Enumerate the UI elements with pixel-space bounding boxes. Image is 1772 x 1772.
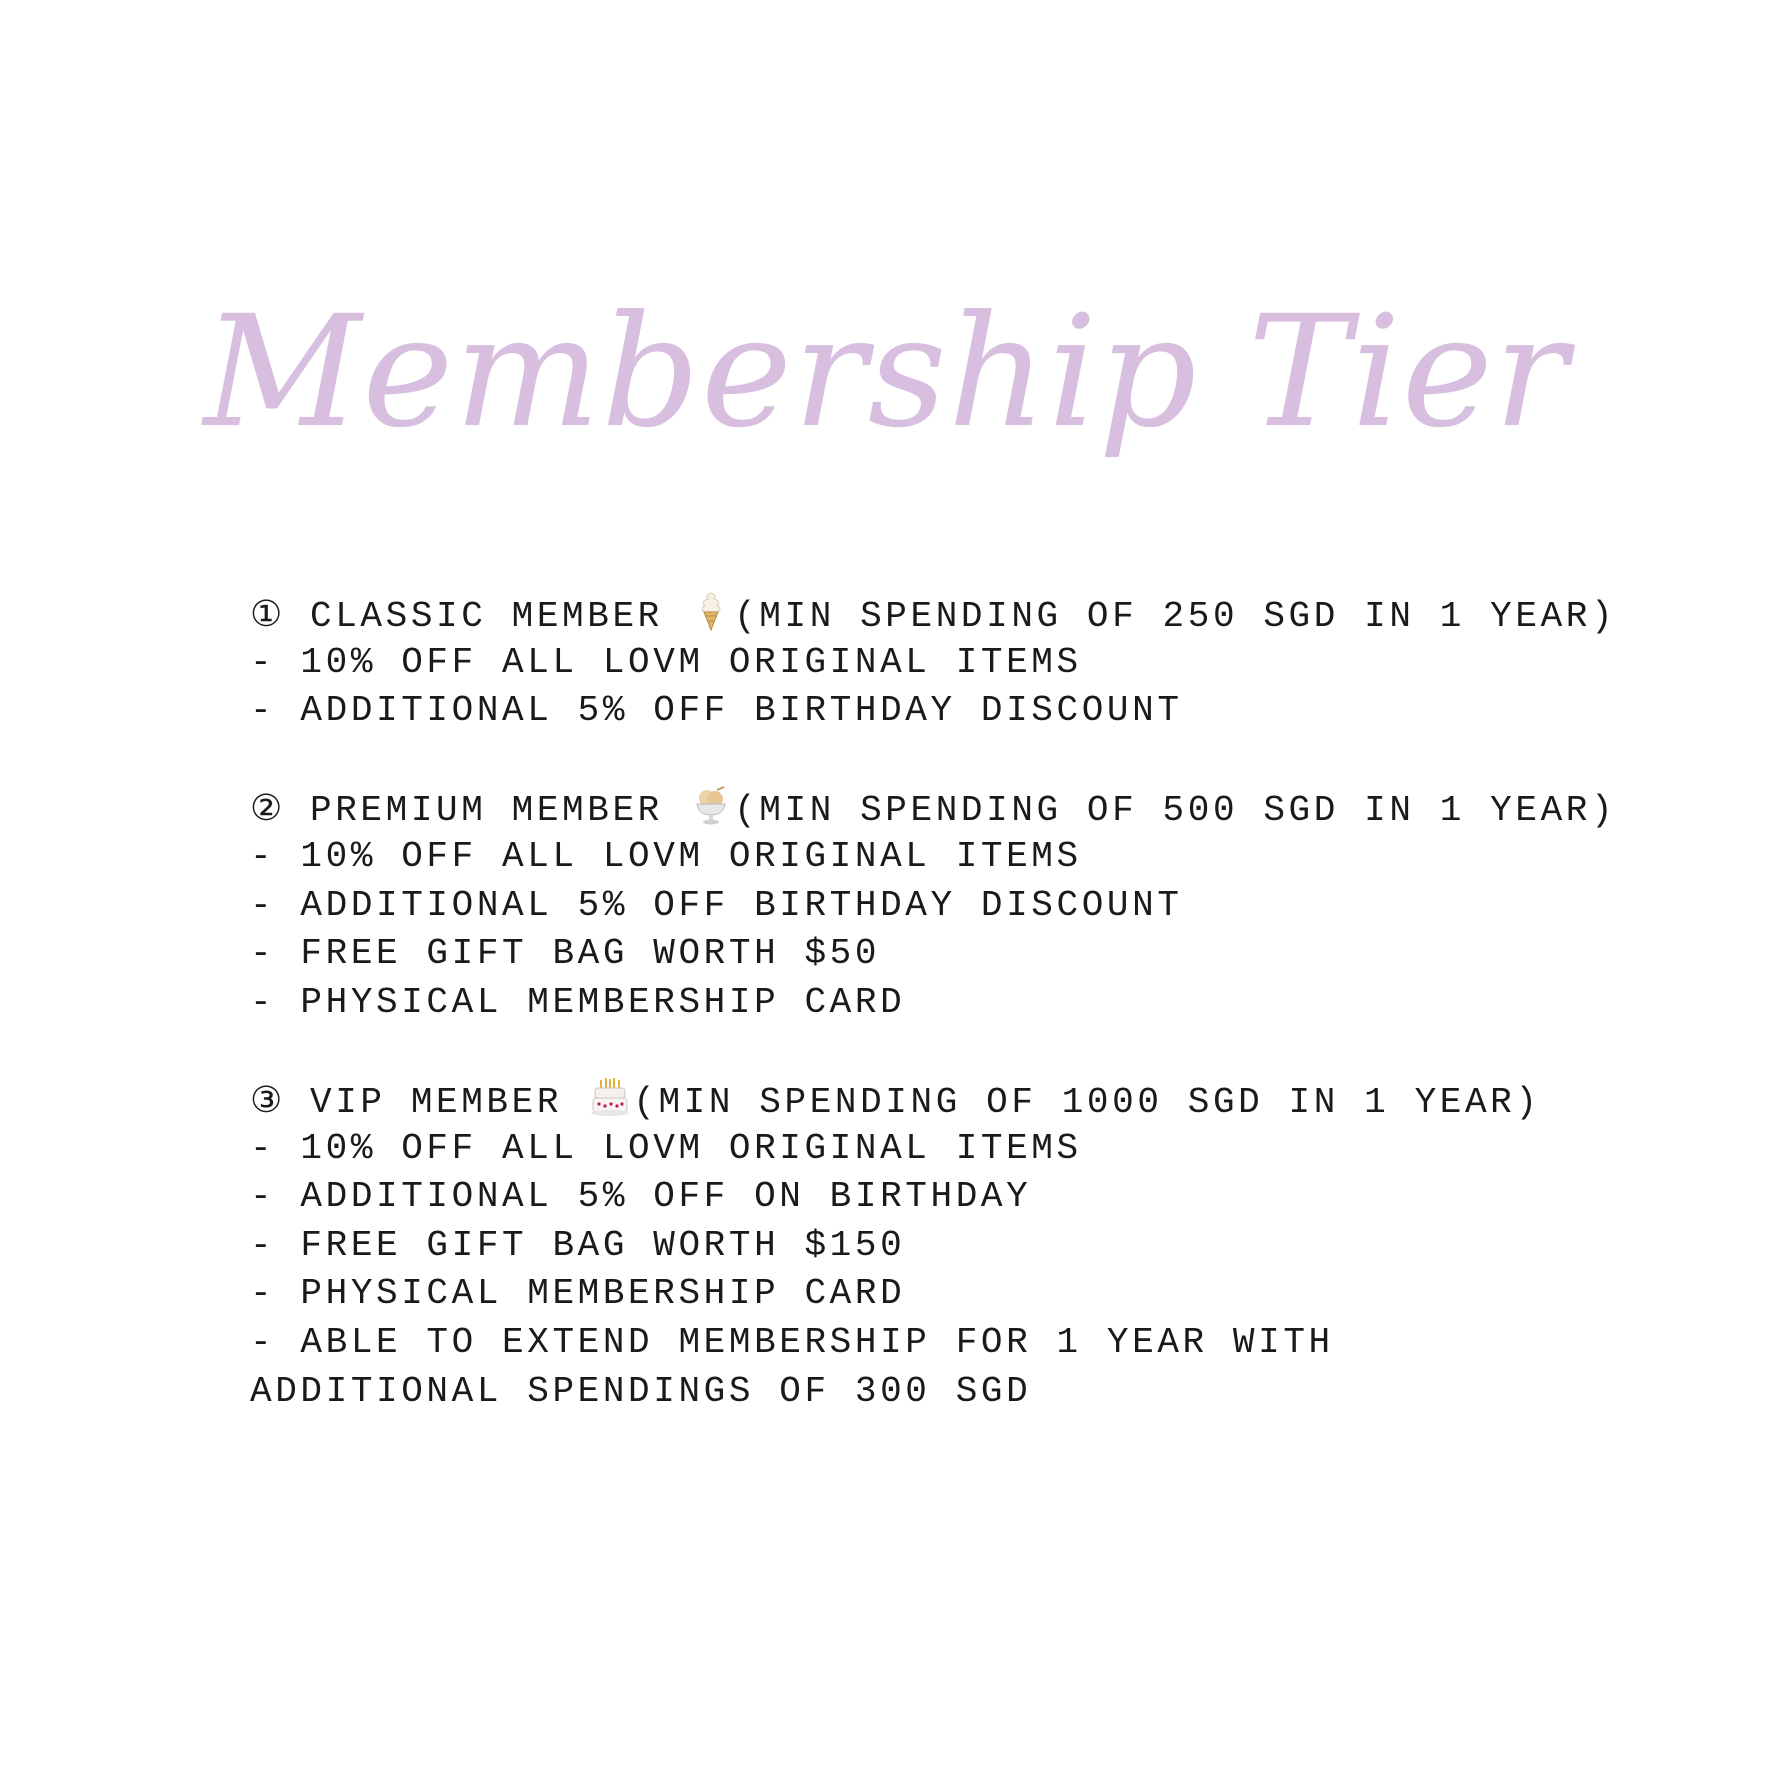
benefit-line: - FREE GIFT BAG WORTH $150 [250,1224,906,1266]
tier-requirement: (MIN SPENDING OF 1000 SGD IN 1 YEAR) [633,1081,1541,1123]
benefit-line: - ADDITIONAL 5% OFF ON BIRTHDAY [250,1176,1032,1218]
birthday-cake-icon [589,1076,631,1118]
tier-classic [250,590,1617,736]
benefit-line: - ADDITIONAL 5% OFF BIRTHDAY DISCOUNT [250,884,1183,926]
ice-cream-sundae-icon [690,784,732,826]
tier-vip [250,1076,1550,1416]
tier-heading [250,784,1617,833]
benefit-line: - ADDITIONAL 5% OFF BIRTHDAY DISCOUNT [250,690,1183,732]
tier-requirement: (MIN SPENDING OF 250 SGD IN 1 YEAR) [734,596,1617,637]
tier-name: CLASSIC MEMBER [310,596,663,637]
soft-serve-icon [690,590,732,632]
tier-requirement: (MIN SPENDING OF 500 SGD IN 1 YEAR) [734,790,1617,832]
tier-premium [250,784,1617,1027]
tier-name: PREMIUM MEMBER [310,790,663,832]
benefit-line: - 10% OFF ALL LOVM ORIGINAL ITEMS [250,1127,1082,1169]
tier-heading [250,1076,1550,1125]
benefit-line: - FREE GIFT BAG WORTH $50 [250,933,881,975]
benefit-line: - PHYSICAL MEMBERSHIP CARD [250,981,906,1023]
benefit-line: - PHYSICAL MEMBERSHIP CARD [250,1273,906,1315]
tier-number: ① [250,596,286,637]
tier-number: ③ [250,1081,286,1123]
benefit-line: - 10% OFF ALL LOVM ORIGINAL ITEMS [250,835,1082,877]
benefit-line: - 10% OFF ALL LOVM ORIGINAL ITEMS [250,641,1082,683]
benefit-line: - ABLE TO EXTEND MEMBERSHIP FOR 1 YEAR WITH ADDITIONAL SPENDINGS OF 300 SGD [250,1321,1334,1412]
tier-heading [250,590,1617,639]
page-title: Membership Tier [203,283,1569,462]
tier-name: VIP MEMBER [310,1081,563,1123]
tier-list [250,590,1617,1465]
tier-number: ② [250,790,286,832]
